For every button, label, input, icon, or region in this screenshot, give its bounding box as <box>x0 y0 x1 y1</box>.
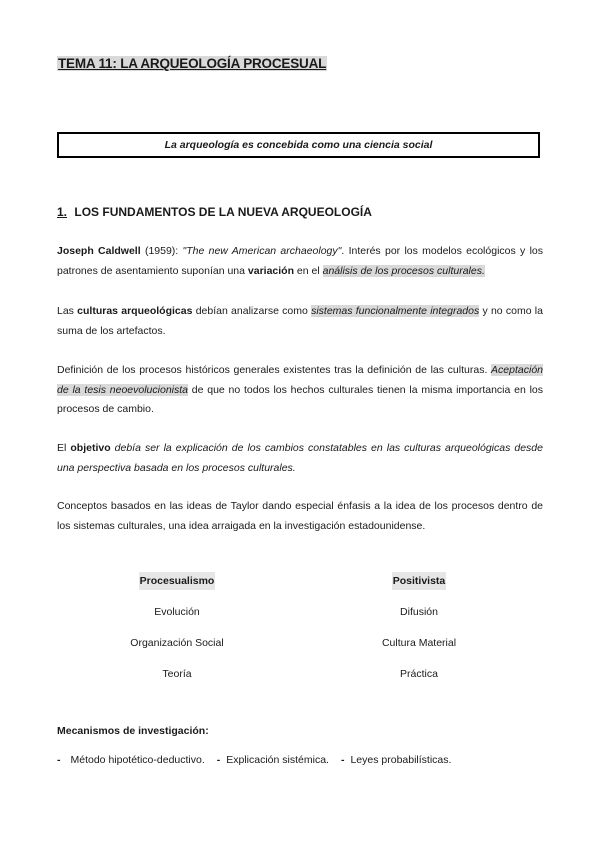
author-name: Joseph Caldwell <box>57 245 141 257</box>
text: en el <box>294 264 323 277</box>
work-title: "The new American archaeology" <box>182 245 342 257</box>
highlight-box: La arqueología es concebida como una ciencia social <box>57 132 540 158</box>
text: El <box>57 442 71 454</box>
text: debía ser la explicación de los cambios constatables en las culturas arqueológicas desde una perspectiva basada en los procesos culturales. <box>57 442 543 474</box>
section-number: 1. <box>57 205 68 219</box>
mechanism-label: Explicación sistémica. <box>226 754 329 766</box>
paragraph-conceptos: Conceptos basados en las ideas de Taylor dando especial énfasis a la idea de los procesos dentro de los sistemas culturales, una idea arraigada en la investigación estadounidense. <box>57 500 543 532</box>
text: debían analizarse como <box>192 305 312 317</box>
mechanism-label: Leyes probabilísticas. <box>350 754 452 766</box>
term-objetivo: objetivo <box>70 442 111 454</box>
paragraph-culturas <box>57 302 543 341</box>
column-item: Teoría <box>162 668 192 680</box>
column-item: Práctica <box>400 668 438 680</box>
paragraph-definicion <box>57 361 543 420</box>
term-analisis: análisis de los procesos culturales. <box>322 264 485 277</box>
section-heading <box>57 205 372 219</box>
column-positivista <box>319 572 519 696</box>
mechanisms-title: Mecanismos de investigación: <box>57 725 209 737</box>
mechanism-label: Método hipotético-deductivo. <box>70 754 205 766</box>
year: (1959): <box>140 245 183 257</box>
column-item: Organización Social <box>130 637 224 649</box>
column-header: Positivista <box>392 572 447 590</box>
column-header: Procesualismo <box>139 572 216 590</box>
text: de que no todos los hechos culturales tienen la misma importancia en los procesos de cambio. <box>57 383 544 415</box>
paragraph-caldwell <box>57 242 543 281</box>
page-title: TEMA 11: LA ARQUEOLOGÍA PROCESUAL <box>58 56 327 71</box>
text: Las <box>57 305 78 317</box>
term-culturas: culturas arqueológicas <box>77 305 193 317</box>
term-aceptacion: Aceptación de la tesis neoevolucionista <box>57 364 543 396</box>
text: . Interés por los modelos ecológicos y los patrones de asentamiento suponían una <box>57 245 544 277</box>
term-sistemas: sistemas funcionalmente integrados <box>311 305 480 317</box>
dash-bullet: - <box>340 754 345 766</box>
mechanism-item <box>217 754 329 766</box>
section-title: LOS FUNDAMENTOS DE LA NUEVA ARQUEOLOGÍA <box>74 205 372 219</box>
column-procesualismo <box>77 572 277 696</box>
dash-bullet: - <box>216 754 221 766</box>
dash-bullet: - <box>57 754 61 766</box>
paragraph-objetivo <box>57 439 543 478</box>
term-variacion: variación <box>247 264 295 277</box>
column-item: Difusión <box>400 606 438 618</box>
column-item: Evolución <box>154 606 200 618</box>
mechanism-item <box>341 754 451 766</box>
text: Definición de los procesos históricos generales existentes tras la definición de las culturas. <box>57 364 492 376</box>
column-item: Cultura Material <box>381 637 457 649</box>
mechanisms-list <box>57 754 463 766</box>
mechanism-item <box>57 754 205 766</box>
text: y no como la suma de los artefactos. <box>57 305 543 337</box>
